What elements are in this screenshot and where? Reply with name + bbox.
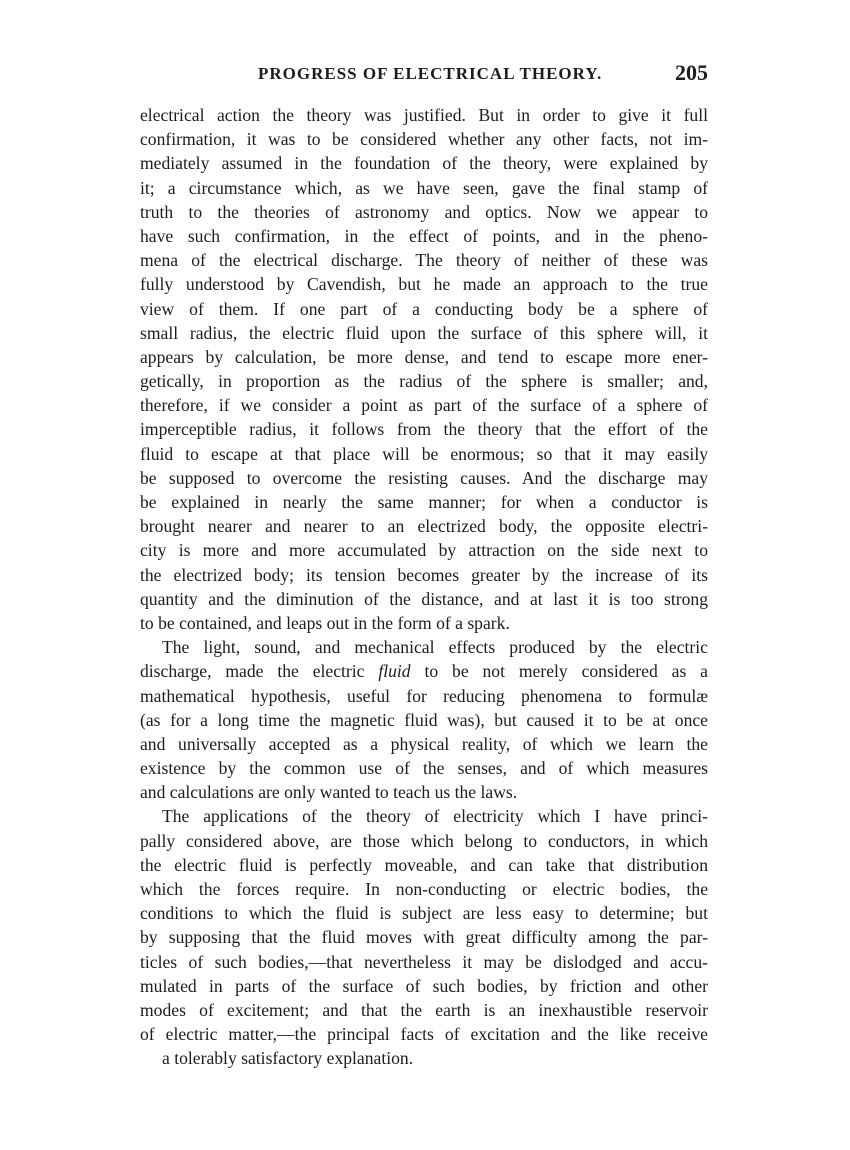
- page-number: 205: [675, 60, 708, 85]
- text-line: mediately assumed in the foundation of the theory, were explained by: [140, 153, 708, 174]
- text-line: mathematical hypothesis, useful for reducing phenomena to formulæ: [140, 685, 708, 706]
- text-line: to be contained, and leaps out in the form of a spark.: [140, 612, 510, 633]
- running-head: [140, 60, 710, 90]
- text-line: (as for a long time the magnetic fluid was), but caused it to be at once: [140, 709, 708, 730]
- text-line: therefore, if we consider a point as part of the surface of a sphere of: [140, 395, 708, 416]
- text-line: ticles of such bodies,—that nevertheless it may be dislodged and accu-: [140, 951, 708, 972]
- text-line: confirmation, it was to be considered whether any other facts, not im-: [140, 129, 708, 150]
- text-line: conditions to which the fluid is subject are less easy to determine; but: [140, 903, 708, 924]
- text-line: mena of the electrical discharge. The theory of neither of these was: [140, 250, 708, 271]
- text-segment: to be not merely considered as a: [410, 661, 708, 682]
- text-line: modes of excitement; and that the earth is an inexhaustible reservoir: [140, 999, 708, 1020]
- text-line: pally considered above, are those which belong to conductors, in which: [140, 830, 708, 851]
- text-line: city is more and more accumulated by attraction on the side next to: [140, 540, 708, 561]
- text-line: have such confirmation, in the effect of points, and in the pheno-: [140, 225, 708, 246]
- text-line: mulated in parts of the surface of such bodies, by friction and other: [140, 975, 708, 996]
- text-line: and calculations are only wanted to teach us the laws.: [140, 782, 518, 803]
- text-line: it; a circumstance which, as we have seen, gave the final stamp of: [140, 177, 708, 198]
- text-line: be explained in nearly the same manner; for when a conductor is: [140, 492, 708, 512]
- text-line: quantity and the diminution of the distance, and at last it is too strong: [140, 588, 708, 609]
- text-line: by supposing that the fluid moves with great difficulty among the par-: [140, 927, 708, 948]
- paragraph-2: [140, 635, 708, 804]
- text-line: imperceptible radius, it follows from the theory that the effort of the: [140, 419, 708, 440]
- text-line: the electrized body; its tension becomes greater by the increase of its: [140, 564, 708, 585]
- body-text: [140, 103, 708, 1071]
- text-line: fully understood by Cavendish, but he made an approach to the true: [140, 274, 708, 295]
- italic-word: fluid: [378, 661, 411, 682]
- text-line: The applications of the theory of electricity which I have princi-: [162, 806, 708, 827]
- paragraph-3: [140, 804, 708, 1070]
- text-line: getically, in proportion as the radius of the sphere is smaller; and,: [140, 371, 708, 392]
- text-line: existence by the common use of the senses, and of which measures: [140, 758, 708, 779]
- text-line: of electric matter,—the principal facts of excitation and the like receive: [140, 1024, 708, 1045]
- text-line: and universally accepted as a physical reality, of which we learn the: [140, 733, 708, 754]
- text-line: brought nearer and nearer to an electrized body, the opposite electri-: [140, 516, 708, 537]
- text-line: a tolerably satisfactory explanation.: [162, 1048, 414, 1069]
- text-line: appears by calculation, be more dense, and tend to escape more ener-: [140, 346, 708, 367]
- text-line: view of them. If one part of a conducting body be a sphere of: [140, 298, 708, 319]
- text-line: small radius, the electric fluid upon the surface of this sphere will, it: [140, 322, 708, 343]
- text-segment: discharge, made the electric: [140, 661, 379, 682]
- text-line: fluid to escape at that place will be enormous; so that it may easily: [140, 443, 708, 464]
- text-line-with-italic: [140, 659, 708, 683]
- text-line: electrical action the theory was justified. But in order to give it full: [140, 105, 708, 125]
- text-line: the electric fluid is perfectly moveable, and can take that distribution: [140, 854, 708, 875]
- paragraph-1: [140, 103, 708, 635]
- running-title: PROGRESS OF ELECTRICAL THEORY.: [258, 64, 603, 83]
- text-line: The light, sound, and mechanical effects produced by the electric: [162, 637, 708, 658]
- text-line: truth to the theories of astronomy and optics. Now we appear to: [140, 201, 708, 222]
- text-line: which the forces require. In non-conducting or electric bodies, the: [140, 879, 708, 899]
- text-line: be supposed to overcome the resisting causes. And the discharge may: [140, 467, 708, 488]
